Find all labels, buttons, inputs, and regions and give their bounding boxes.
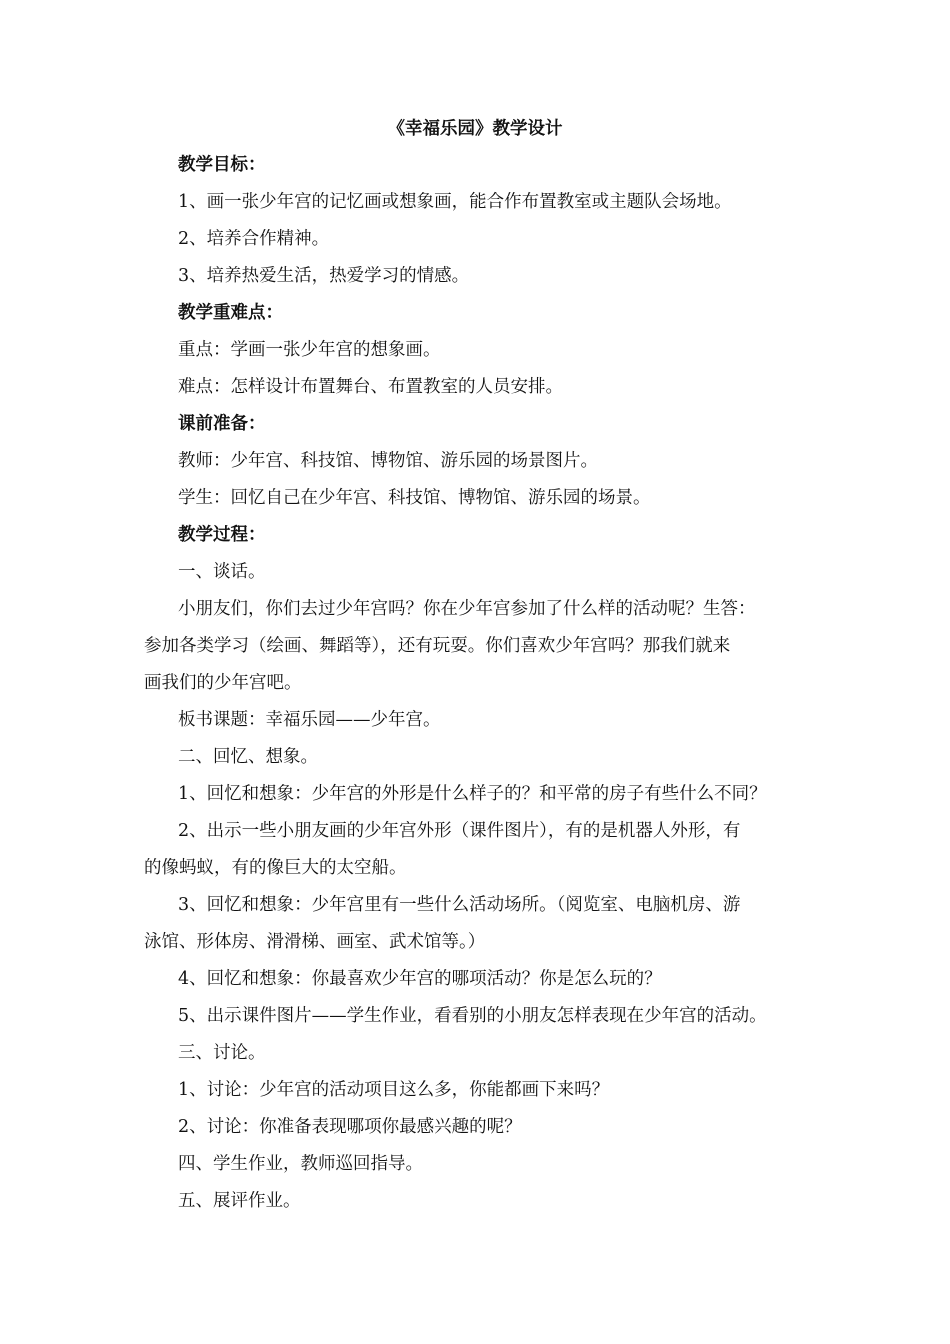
paragraph-line: 画我们的少年宫吧。 <box>144 673 302 693</box>
paragraph-line: 四、学生作业，教师巡回指导。 <box>178 1154 423 1174</box>
paragraph-line: 1、画一张少年宫的记忆画或想象画，能合作布置教室或主题队会场地。 <box>178 192 732 212</box>
paragraph-line: 1、回忆和想象：少年宫的外形是什么样子的？和平常的房子有些什么不同？ <box>178 784 767 804</box>
section-heading: 教学目标： <box>178 155 266 175</box>
paragraph-line: 泳馆、形体房、滑滑梯、画室、武术馆等。） <box>144 932 486 952</box>
paragraph-line: 参加各类学习（绘画、舞蹈等），还有玩耍。你们喜欢少年宫吗？那我们就来 <box>144 636 731 656</box>
paragraph-line: 5、出示课件图片——学生作业，看看别的小朋友怎样表现在少年宫的活动。 <box>178 1006 767 1026</box>
paragraph-line: 三、讨论。 <box>178 1043 266 1063</box>
section-heading: 教学过程： <box>178 525 266 545</box>
paragraph-line: 4、回忆和想象：你最喜欢少年宫的哪项活动？你是怎么玩的？ <box>178 969 662 989</box>
paragraph-line: 板书课题：幸福乐园——少年宫。 <box>178 710 441 730</box>
paragraph-line: 重点：学画一张少年宫的想象画。 <box>178 340 441 360</box>
paragraph-line: 一、谈话。 <box>178 562 266 582</box>
paragraph-line: 难点：怎样设计布置舞台、布置教室的人员安排。 <box>178 377 563 397</box>
paragraph-line: 教师：少年宫、科技馆、博物馆、游乐园的场景图片。 <box>178 451 598 471</box>
section-heading: 课前准备： <box>178 414 266 434</box>
paragraph-line: 二、回忆、想象。 <box>178 747 318 767</box>
paragraph-line: 3、培养热爱生活，热爱学习的情感。 <box>178 266 470 286</box>
paragraph-line: 2、讨论：你准备表现哪项你最感兴趣的呢？ <box>178 1117 522 1137</box>
document-title: 《幸福乐园》教学设计 <box>387 119 563 139</box>
paragraph-line: 3、回忆和想象：少年宫里有一些什么活动场所。（阅览室、电脑机房、游 <box>178 895 741 915</box>
paragraph-line: 2、培养合作精神。 <box>178 229 330 249</box>
paragraph-line: 五、展评作业。 <box>178 1191 301 1211</box>
paragraph-line: 学生：回忆自己在少年宫、科技馆、博物馆、游乐园的场景。 <box>178 488 651 508</box>
section-heading: 教学重难点： <box>178 303 283 323</box>
paragraph-line: 1、讨论：少年宫的活动项目这么多，你能都画下来吗？ <box>178 1080 610 1100</box>
paragraph-line: 的像蚂蚁，有的像巨大的太空船。 <box>144 858 407 878</box>
paragraph-line: 小朋友们，你们去过少年宫吗？你在少年宫参加了什么样的活动呢？生答： <box>178 599 756 619</box>
paragraph-line: 2、出示一些小朋友画的少年宫外形（课件图片），有的是机器人外形，有 <box>178 821 741 841</box>
document-body <box>144 147 824 1220</box>
